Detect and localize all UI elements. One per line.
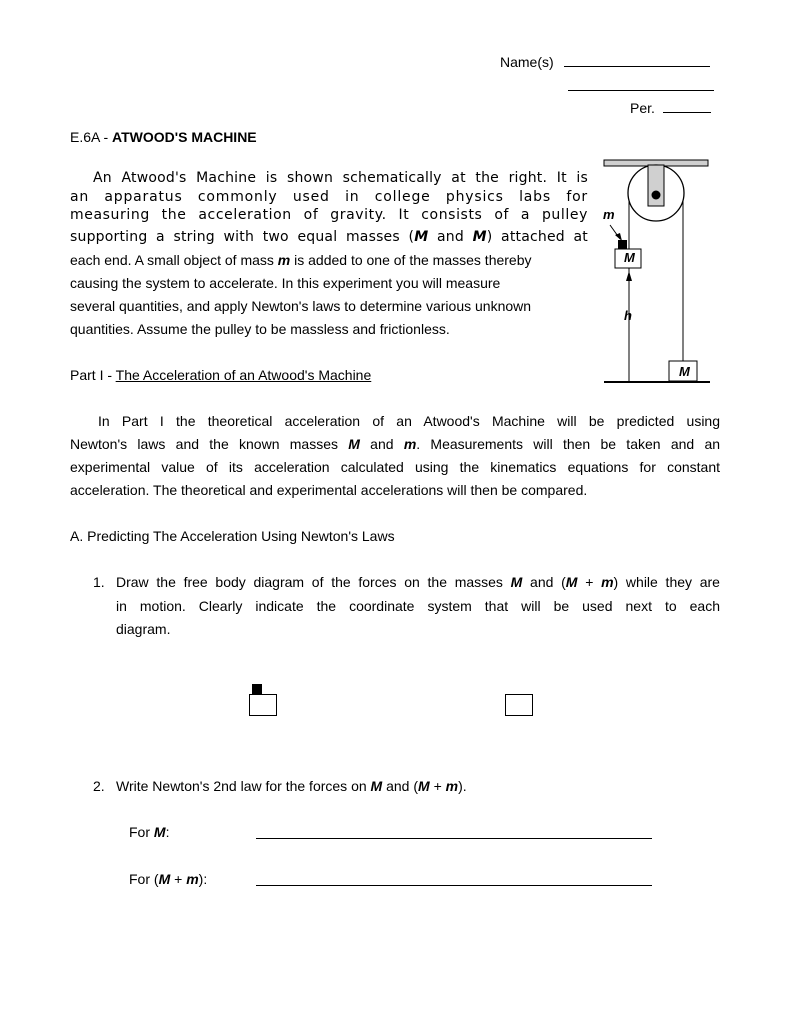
period-row xyxy=(630,98,711,116)
for-M-plus-m-label: For (M + m): xyxy=(129,871,208,887)
q1-number: 1. xyxy=(93,574,105,590)
q2-number: 2. xyxy=(93,778,105,794)
intro-line-2: an apparatus commonly used in college physics labs for xyxy=(70,189,588,205)
intro-line-6: causing the system to accelerate. In this experiment you will measure xyxy=(70,275,501,291)
intro-line-7: several quantities, and apply Newton's laws to determine various unknown xyxy=(70,298,532,314)
small-mass-m xyxy=(618,240,627,249)
part1-heading: Part I - The Acceleration of an Atwood's Machine xyxy=(70,367,372,383)
period-blank[interactable] xyxy=(663,98,711,113)
for-M-label: For M: xyxy=(129,824,170,840)
name-label-row xyxy=(500,52,710,70)
atwood-diagram xyxy=(596,155,716,390)
pulley-bracket xyxy=(648,165,664,206)
section-a-heading: A. Predicting The Acceleration Using Newton's Laws xyxy=(70,528,395,544)
name-label: Name(s) xyxy=(500,54,554,70)
q1-line-2: in motion. Clearly indicate the coordinate system that will be used next to each xyxy=(116,598,720,614)
period-label: Per. xyxy=(630,100,655,116)
name-blank-1[interactable] xyxy=(564,52,710,67)
diagram-label-h: h xyxy=(624,308,632,323)
name-blank-2[interactable] xyxy=(568,76,714,94)
part1-line-1: In Part I the theoretical acceleration of an Atwood's Machine will be predicted using xyxy=(98,413,720,429)
part1-line-2: Newton's laws and the known masses M and m. Measurements will then be taken and an xyxy=(70,436,721,452)
page-title: E.6A - ATWOOD'S MACHINE xyxy=(70,129,257,145)
intro-line-3: measuring the acceleration of gravity. It consists of a pulley xyxy=(70,207,588,223)
intro-line-5: each end. A small object of mass m is added to one of the masses thereby xyxy=(70,252,532,268)
q1-line-3: diagram. xyxy=(116,621,171,637)
intro-line-1: An Atwood's Machine is shown schematically at the right. It is xyxy=(93,170,588,186)
diagram-label-M-hanging: M xyxy=(624,250,635,265)
q1-line-1: Draw the free body diagram of the forces on the masses M and (M + m) while they are xyxy=(116,574,720,590)
fbd-box-M[interactable] xyxy=(505,694,533,716)
fbd-small-mass-m xyxy=(252,684,262,694)
fbd-box-M-plus-m[interactable] xyxy=(249,694,277,716)
pulley-axle xyxy=(652,191,661,200)
intro-line-8: quantities. Assume the pulley to be massless and frictionless. xyxy=(70,321,450,337)
intro-line-4: supporting a string with two equal masses (M and M) attached at xyxy=(70,229,588,245)
for-M-answer-line[interactable] xyxy=(256,824,652,842)
part1-line-3: experimental value of its acceleration calculated using the kinematics equations for constant xyxy=(70,459,720,475)
diagram-label-M-floor: M xyxy=(679,364,690,379)
q2-text: Write Newton's 2nd law for the forces on M and (M + m). xyxy=(116,778,467,794)
part1-line-4: acceleration. The theoretical and experimental accelerations will then be compared. xyxy=(70,482,588,498)
for-M-plus-m-answer-line[interactable] xyxy=(256,871,652,889)
diagram-label-m: m xyxy=(603,207,615,222)
